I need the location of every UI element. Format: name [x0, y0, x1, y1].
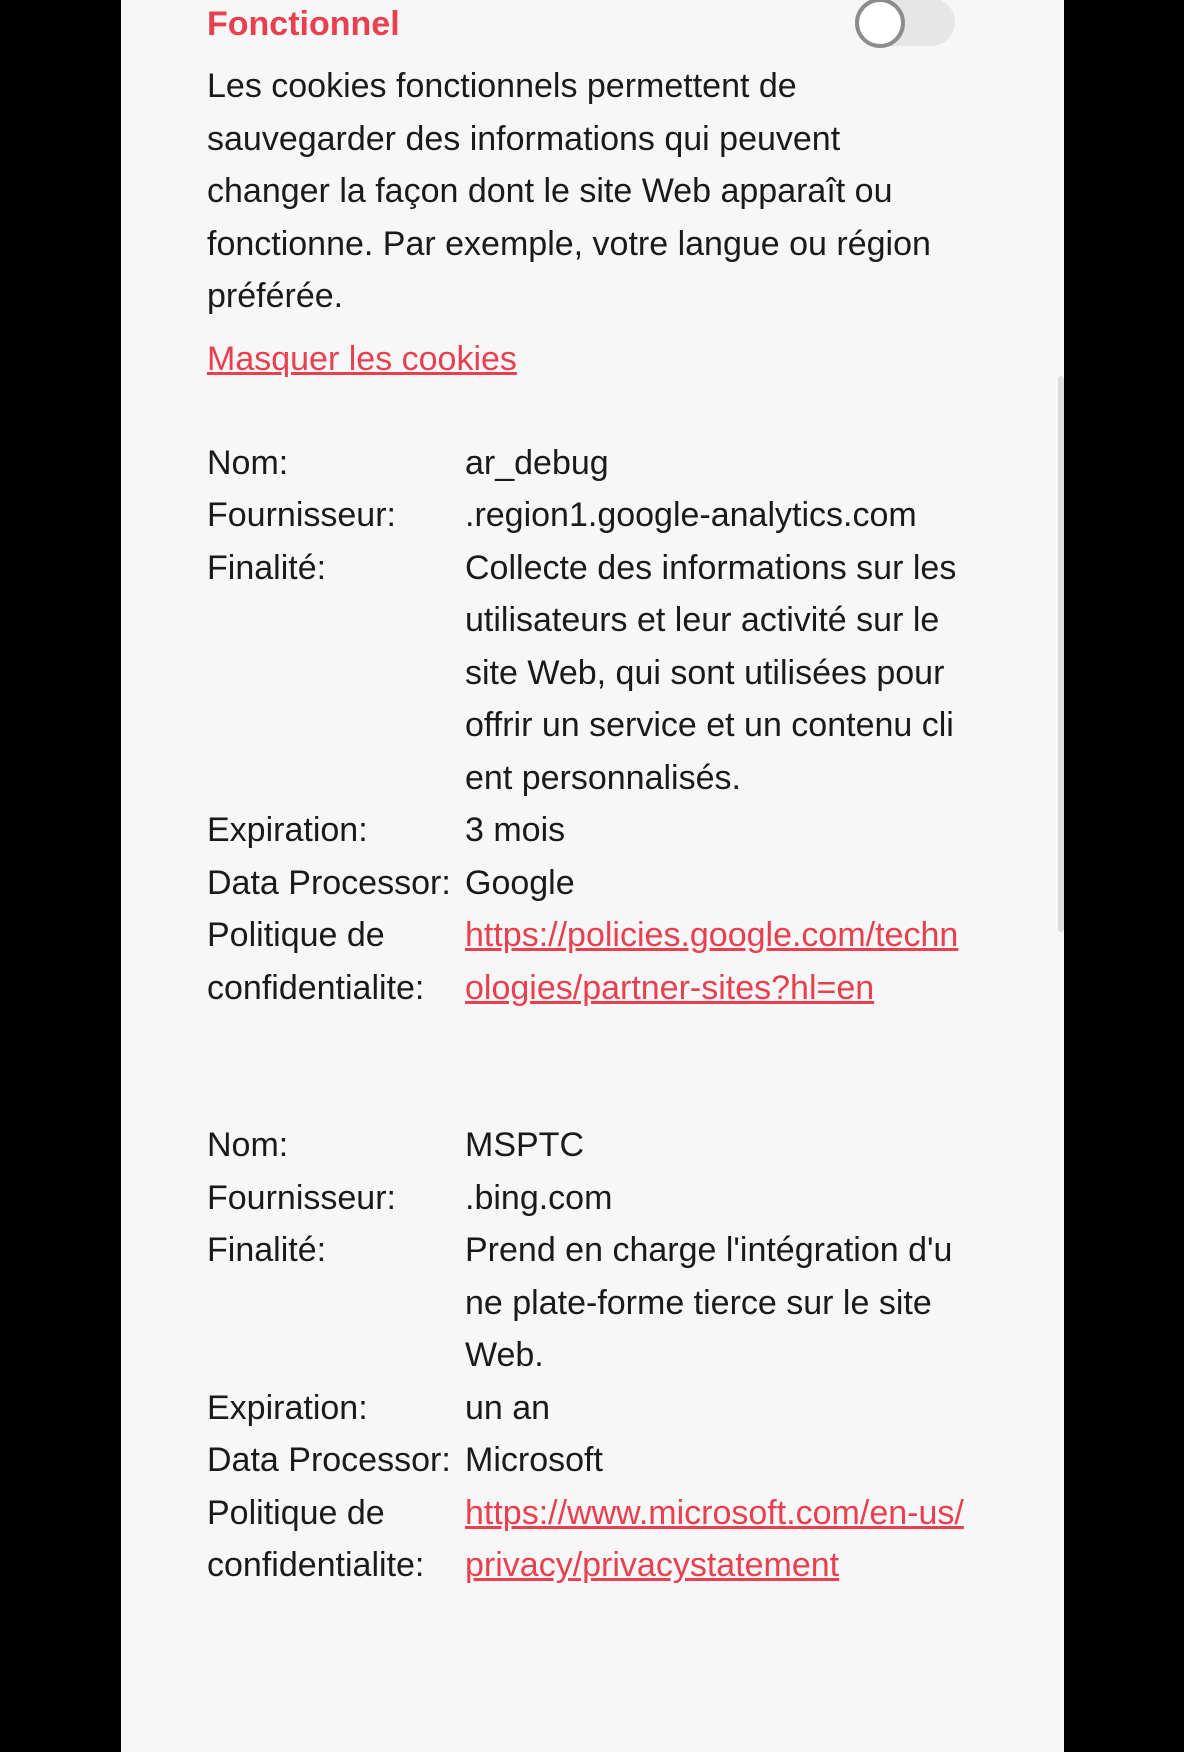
cookie-name-value: MSPTC [465, 1126, 584, 1164]
cookie-row-purpose [207, 542, 965, 805]
cookie-settings-panel [121, 0, 1064, 1752]
cookie-details-table [207, 437, 965, 1015]
label-name: Nom: [207, 1126, 289, 1164]
cookie-row-purpose [207, 1224, 965, 1382]
section-title: Fonctionnel [207, 5, 400, 43]
privacy-policy-link[interactable]: https://policies.google.com/technologies/partner-sites?hl=en [465, 916, 959, 1007]
cookie-data-processor-value: Google [465, 863, 575, 902]
section-description: Les cookies fonctionnels permettent de sauvegarder des informations qui peuvent changer la façon dont le site Web apparaît ou fonctionne. Par exemple, votre langue ou région préférée. [207, 67, 931, 315]
cookie-row-provider [207, 1172, 965, 1225]
cookie-purpose-value: Collecte des informations sur les utilisateurs et leur activité sur le site Web, qui sont utilisées pour offrir un service et un contenu client personnalisés. [465, 548, 957, 797]
label-privacy-policy: Politique de confidentialite: [207, 1493, 425, 1584]
cookie-name-value: ar_debug [465, 443, 609, 482]
privacy-policy-cell [465, 1487, 965, 1592]
label-purpose: Finalité: [207, 548, 327, 587]
section-header [207, 0, 987, 48]
cookie-row-name [207, 1119, 965, 1172]
cookie-details-table [207, 1119, 965, 1592]
cookie-provider-value: .region1.google-analytics.com [465, 496, 917, 534]
label-name: Nom: [207, 443, 289, 482]
label-purpose: Finalité: [207, 1231, 327, 1269]
privacy-policy-link[interactable]: https://www.microsoft.com/en-us/privacy/privacystatement [465, 1493, 964, 1584]
cookie-row-name [207, 437, 965, 490]
label-expiration: Expiration: [207, 811, 368, 849]
cookie-row-data-processor [207, 1434, 965, 1487]
cookie-row-privacy-policy [207, 909, 965, 1014]
cookie-row-expiration [207, 804, 965, 857]
hide-cookies-link[interactable]: Masquer les cookies [207, 339, 517, 378]
cookie-row-data-processor [207, 857, 965, 910]
label-privacy-policy: Politique de confidentialite: [207, 916, 425, 1007]
cookie-data-processor-value: Microsoft [465, 1441, 603, 1479]
cookie-purpose-value: Prend en charge l'intégration d'une plate-forme tierce sur le site Web. [465, 1231, 953, 1374]
functional-cookies-toggle[interactable] [855, 0, 955, 46]
cookie-row-privacy-policy [207, 1487, 965, 1592]
scrollbar[interactable] [1058, 376, 1064, 932]
cookie-expiration-value: un an [465, 1388, 551, 1427]
cookie-row-expiration [207, 1382, 965, 1435]
cookie-category-functional [207, 0, 987, 1592]
cookie-expiration-value: 3 mois [465, 811, 566, 849]
label-provider: Fournisseur: [207, 1178, 396, 1217]
cookie-provider-value: .bing.com [465, 1178, 613, 1217]
label-data-processor: Data Processor: [207, 863, 451, 902]
toggle-knob [855, 0, 905, 48]
privacy-policy-cell [465, 909, 965, 1014]
label-data-processor: Data Processor: [207, 1441, 451, 1479]
label-provider: Fournisseur: [207, 496, 396, 534]
label-expiration: Expiration: [207, 1388, 368, 1427]
cookie-row-provider [207, 489, 965, 542]
